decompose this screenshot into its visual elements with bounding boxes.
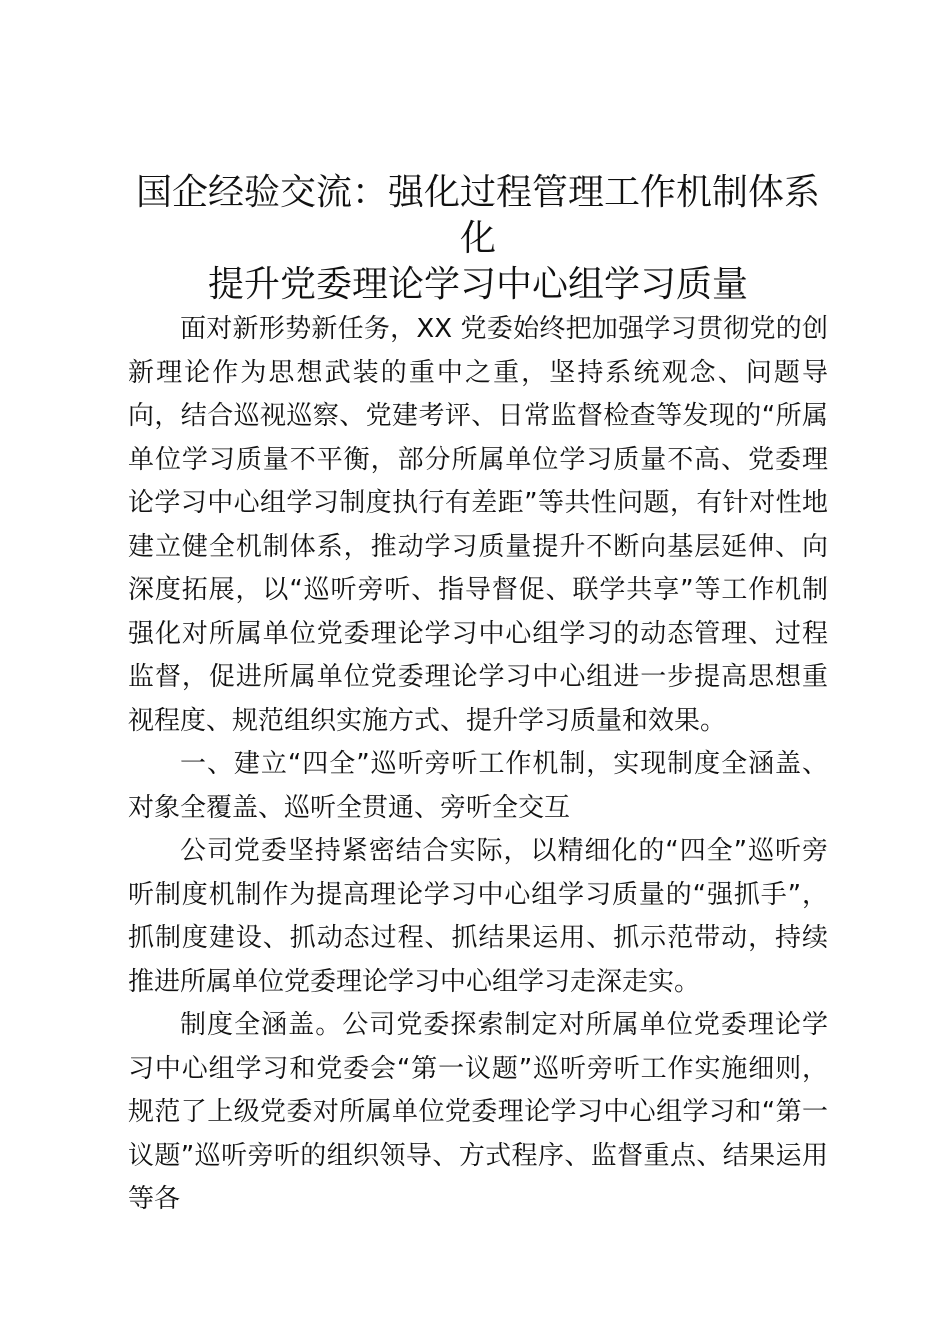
title-line-1: 国企经验交流：强化过程管理工作机制体系化 <box>135 172 820 259</box>
title-line-2: 提升党委理论学习中心组学习质量 <box>207 264 748 305</box>
document-title <box>128 170 828 308</box>
paragraph-intro: 面对新形势新任务，XX 党委始终把加强学习贯彻党的创新理论作为思想武装的重中之重，坚持系统观念、问题导向，结合巡视巡察、党建考评、日常监督检查等发现的“所属单位学习质量不平衡，部分所属单位学习质量不高、党委理论学习中心组学习制度执行有差距”等共性问题，有针对性地建立健全机制体系，推动学习质量提升不断向基层延伸、向深度拓展，以“巡听旁听、指导督促、联学共享”等工作机制强化对所属单位党委理论学习中心组学习的动态管理、过程监督，促进所属单位党委理论学习中心组进一步提高思想重视程度、规范组织实施方式、提升学习质量和效果。 <box>128 314 828 736</box>
paragraph-system-coverage: 制度全涵盖。公司党委探索制定对所属单位党委理论学习中心组学习和党委会“第一议题”巡听旁听工作实施细则，规范了上级党委对所属单位党委理论学习中心组学习和“第一议题”巡听旁听的组织领导、方式程序、监督重点、结果运用等各 <box>128 1010 828 1214</box>
document-body <box>128 170 828 1222</box>
paragraph-section-1: 公司党委坚持紧密结合实际，以精细化的“四全”巡听旁听制度机制作为提高理论学习中心组学习质量的“强抓手”，抓制度建设、抓动态过程、抓结果运用、抓示范带动，持续推进所属单位党委理论学习中心组学习走深走实。 <box>128 836 828 997</box>
section-heading-1: 一、建立“四全”巡听旁听工作机制，实现制度全涵盖、对象全覆盖、巡听全贯通、旁听全交互 <box>128 749 828 823</box>
